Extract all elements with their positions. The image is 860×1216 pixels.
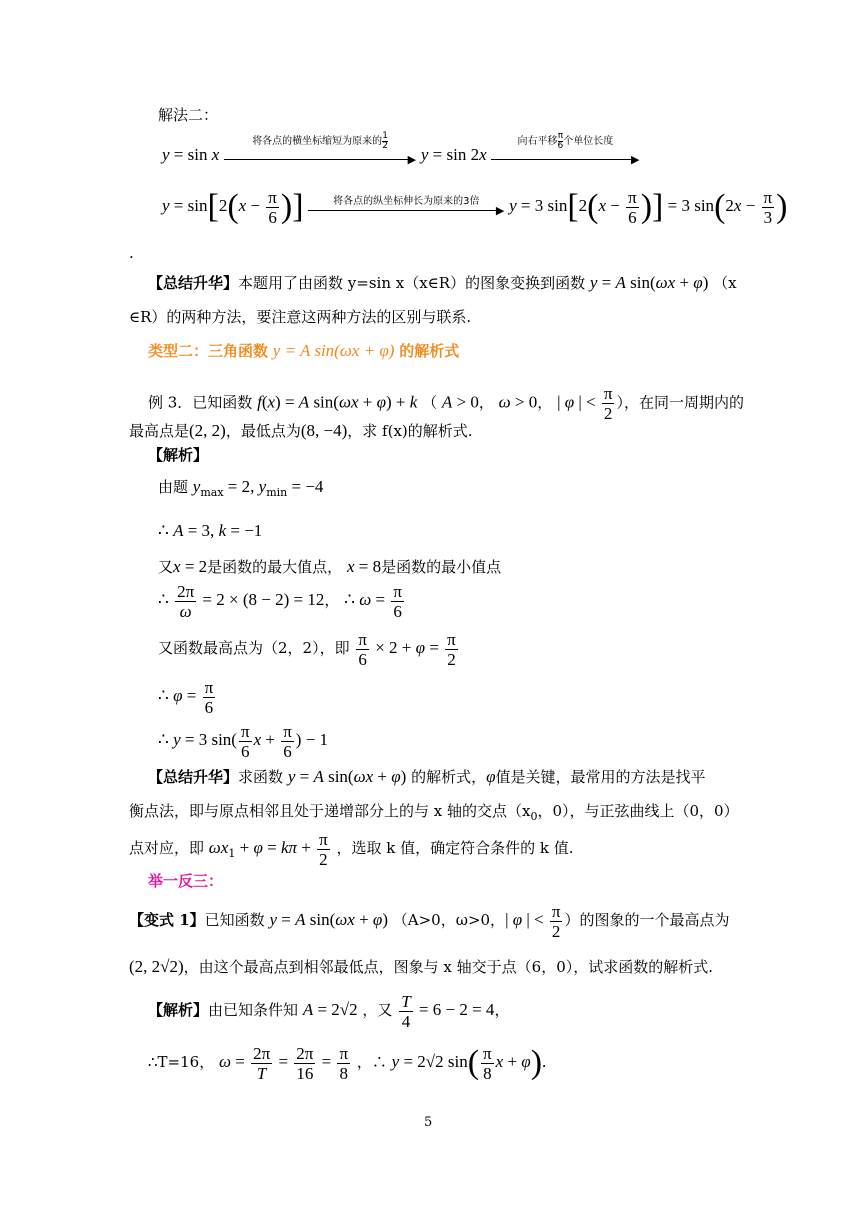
example-3-line-2: 最高点是(2, 2)，最低点为(8, −4)，求 f(x)的解析式. [129,421,473,440]
summary-2-line-3: 点对应，即 $\omega x_1 + \varphi = k\pi$ + $\frac{\pi}{2}$ ，选取 k 值，确定符合条件的 k 值. [129,829,574,869]
variant-solution-line-2: ∴T=16， ω = $\frac{2\pi}{T}$ = $\frac{2\pi}{16}$ = $\frac{\pi}{8}$ ，∴ y = 2√2 sin( $\frac{\pi}{8}$ x + φ). [148,1043,547,1083]
solution-step-4: ∴ $\frac{2\pi}{\omega}$ = 2 × (8 − 2) = 12， ∴ ω = $\frac{\pi}{6}$ [158,581,402,621]
transform-arrow-2: 向右平移 $\frac{\pi}{6}$ 个单位长度 ▶ [491,145,639,167]
solution-step-1: 由题 $y_{max} = 2$, $y_{min} = -4$ [158,477,324,499]
page-number: 5 [424,1115,433,1130]
solution-step-3: 又x = 2是函数的最大值点， x = 8是函数的最小值点 [158,557,502,576]
solution-label: 【解析】 [148,446,209,464]
method-heading: 解法二： [158,106,219,124]
variant-solution-line-1: 【解析】由已知条件知 A = 2√2 ，又 $\frac{T}{4}$ = 6 − 2 = 4， [148,991,510,1031]
variant-1-line-2: (2, 2√2)，由这个最高点到相邻最低点，图象与 x 轴交于点（6，0），试求函数的解析式. [129,957,714,976]
transform-arrow-1: 将各点的横坐标缩短为原来的 $\frac{1}{2}$ ▶ [224,145,416,167]
summary-1-line-2: ∈R）的两种方法，要注意这两种方法的区别与联系. [129,308,472,326]
variant-1-line-1: 【变式 1】已知函数 y = A sin(ωx + φ) （A>0，ω>0，| φ | < $\frac{\pi}{2}$ ）的图象的一个最高点为 [129,901,730,941]
transform-arrow-3: 将各点的纵坐标伸长为原来的3倍 ▶ [308,196,504,218]
solution-step-7: ∴ y = 3 sin( $\frac{\pi}{6}$ x + $\frac{\pi}{6}$ ) − 1 [158,721,329,761]
transform-chain-2: y = sin[2(x − $\frac{\pi}{6}$ )] 将各点的纵坐标伸长为原来的3倍 ▶ y = 3 sin[2(x − $\frac{\pi}{6}$ )] = 3 sin(2x − $\frac{\pi}{3}$ ) [162,187,788,227]
transform-chain-1: y = sin x 将各点的横坐标缩短为原来的 $\frac{1}{2}$ ▶ y = sin 2x 向右平移 $\frac{\pi}{6}$ 个单位长度 ▶ [162,130,640,166]
practice-heading: 举一反三： [148,872,224,890]
example-3-line-1: 例 3．已知函数 f(x) = A sin(ωx + φ) + k （ A > 0， ω > 0， | φ | < $\frac{\pi}{2}$ ），在同一周期内的 [148,384,744,423]
summary-2-line-2: 衡点法，即与原点相邻且处于递增部分上的与 x 轴的交点（$x_0$，0），与正弦曲线上（0，0） [129,802,739,823]
solution-step-5: 又函数最高点为（2，2），即 $\frac{\pi}{6}$ × 2 + φ = $\frac{\pi}{2}$ [158,629,456,669]
solution-step-6: ∴ φ = $\frac{\pi}{6}$ [158,677,214,717]
summary-1-line-1: 【总结升华】本题用了由函数 y=sin x（x∈R）的图象变换到函数 y = A sin(ωx + φ) （x [148,273,737,292]
type-2-heading: 类型二：三角函数 y = A sin(ωx + φ) 的解析式 [148,341,460,360]
summary-2-line-1: 【总结升华】求函数 y = A sin(ωx + φ) 的解析式，φ值是关键，最常用的方法是找平 [148,767,706,786]
end-dot: . [129,244,134,262]
solution-step-2: ∴ A = 3, k = −1 [158,521,263,540]
